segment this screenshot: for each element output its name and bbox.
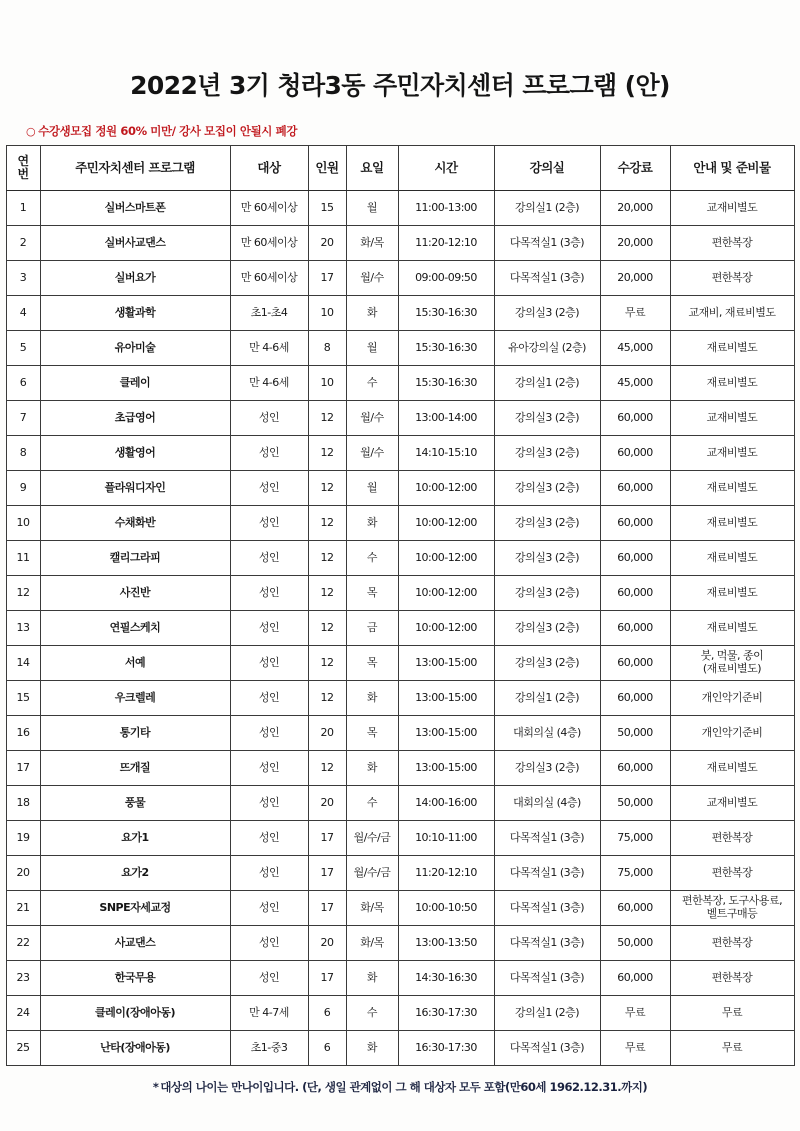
cell-note: 재료비별도	[670, 365, 794, 400]
cell-fee: 60,000	[600, 435, 670, 470]
cell-no: 14	[6, 645, 40, 680]
cell-no: 15	[6, 680, 40, 715]
cell-fee: 60,000	[600, 750, 670, 785]
cell-time: 15:30-16:30	[398, 295, 494, 330]
cell-program: 통기타	[40, 715, 230, 750]
cell-program: SNPE자세교정	[40, 890, 230, 925]
cell-program: 한국무용	[40, 960, 230, 995]
table-row	[6, 435, 794, 470]
cell-room: 강의실3 (2층)	[494, 645, 600, 680]
cell-capacity: 12	[308, 435, 346, 470]
column-header-no-line1: 연	[17, 154, 29, 169]
cell-no: 16	[6, 715, 40, 750]
cell-room: 다목적실1 (3층)	[494, 820, 600, 855]
cell-capacity: 12	[308, 470, 346, 505]
cell-room: 대회의실 (4층)	[494, 715, 600, 750]
cell-program: 요가1	[40, 820, 230, 855]
cell-note: 교재비별도	[670, 785, 794, 820]
cell-day: 화	[346, 750, 398, 785]
column-header-no-line2: 번	[17, 166, 29, 181]
table-row	[6, 645, 794, 680]
cell-time: 14:00-16:00	[398, 785, 494, 820]
cell-program: 생활과학	[40, 295, 230, 330]
cell-day: 월/수	[346, 260, 398, 295]
cell-note: 재료비별도	[670, 540, 794, 575]
cell-target: 만 4-6세	[230, 365, 308, 400]
cell-no: 9	[6, 470, 40, 505]
cell-target: 성인	[230, 785, 308, 820]
cell-day: 월	[346, 470, 398, 505]
cell-day: 화/목	[346, 225, 398, 260]
cell-no: 5	[6, 330, 40, 365]
cell-target: 만 60세이상	[230, 190, 308, 225]
circle-bullet-icon: ○	[26, 124, 36, 138]
cell-capacity: 12	[308, 750, 346, 785]
cell-note: 재료비별도	[670, 330, 794, 365]
cell-program: 우크렐레	[40, 680, 230, 715]
table-row	[6, 365, 794, 400]
cell-day: 목	[346, 575, 398, 610]
cell-fee: 45,000	[600, 330, 670, 365]
cell-note: 편한복장	[670, 855, 794, 890]
cell-no: 8	[6, 435, 40, 470]
cell-capacity: 17	[308, 820, 346, 855]
table-row	[6, 890, 794, 925]
cell-day: 목	[346, 715, 398, 750]
cell-note: 재료비별도	[670, 575, 794, 610]
cell-no: 4	[6, 295, 40, 330]
cell-no: 11	[6, 540, 40, 575]
cell-fee: 45,000	[600, 365, 670, 400]
cell-fee: 60,000	[600, 540, 670, 575]
cell-time: 10:00-12:00	[398, 575, 494, 610]
cell-program: 캘리그라피	[40, 540, 230, 575]
cell-target: 성인	[230, 820, 308, 855]
cell-target: 성인	[230, 925, 308, 960]
cell-note: 교재비, 재료비별도	[670, 295, 794, 330]
column-header-room: 강의실	[494, 145, 600, 190]
cell-note: 무료	[670, 1030, 794, 1065]
cell-room: 다목적실1 (3층)	[494, 855, 600, 890]
cell-no: 19	[6, 820, 40, 855]
cell-room: 강의실3 (2층)	[494, 505, 600, 540]
table-row	[6, 1030, 794, 1065]
cell-day: 월	[346, 330, 398, 365]
cell-time: 10:00-10:50	[398, 890, 494, 925]
cell-capacity: 12	[308, 610, 346, 645]
table-row	[6, 820, 794, 855]
table-row	[6, 190, 794, 225]
cell-fee: 무료	[600, 1030, 670, 1065]
cell-capacity: 17	[308, 890, 346, 925]
cell-note: 교재비별도	[670, 190, 794, 225]
cell-day: 수	[346, 540, 398, 575]
table-row	[6, 680, 794, 715]
cell-no: 1	[6, 190, 40, 225]
cell-capacity: 17	[308, 260, 346, 295]
cell-room: 유아강의실 (2층)	[494, 330, 600, 365]
cell-time: 13:00-13:50	[398, 925, 494, 960]
notice-line	[26, 123, 800, 139]
cell-note: 편한복장	[670, 225, 794, 260]
cell-target: 성인	[230, 680, 308, 715]
notice-text: 수강생모집 정원 60% 미만/ 강사 모집이 안될시 폐강	[38, 123, 298, 138]
cell-day: 화	[346, 680, 398, 715]
cell-fee: 20,000	[600, 190, 670, 225]
cell-fee: 50,000	[600, 785, 670, 820]
cell-room: 강의실1 (2층)	[494, 680, 600, 715]
cell-time: 13:00-15:00	[398, 680, 494, 715]
cell-room: 강의실1 (2층)	[494, 995, 600, 1030]
cell-no: 20	[6, 855, 40, 890]
cell-fee: 60,000	[600, 960, 670, 995]
cell-target: 성인	[230, 645, 308, 680]
cell-no: 12	[6, 575, 40, 610]
cell-capacity: 10	[308, 365, 346, 400]
cell-time: 15:30-16:30	[398, 365, 494, 400]
cell-capacity: 12	[308, 540, 346, 575]
cell-target: 만 4-7세	[230, 995, 308, 1030]
column-header-fee: 수강료	[600, 145, 670, 190]
cell-day: 금	[346, 610, 398, 645]
cell-target: 성인	[230, 470, 308, 505]
cell-time: 10:10-11:00	[398, 820, 494, 855]
cell-capacity: 6	[308, 1030, 346, 1065]
cell-program: 유아미술	[40, 330, 230, 365]
cell-target: 초1-중3	[230, 1030, 308, 1065]
cell-day: 목	[346, 645, 398, 680]
cell-program: 사교댄스	[40, 925, 230, 960]
cell-capacity: 20	[308, 925, 346, 960]
cell-room: 강의실3 (2층)	[494, 575, 600, 610]
cell-program: 실버스마트폰	[40, 190, 230, 225]
cell-fee: 50,000	[600, 715, 670, 750]
cell-target: 성인	[230, 575, 308, 610]
cell-fee: 20,000	[600, 260, 670, 295]
table-row	[6, 995, 794, 1030]
table-row	[6, 575, 794, 610]
cell-program: 연필스케치	[40, 610, 230, 645]
cell-capacity: 17	[308, 960, 346, 995]
cell-day: 월/수	[346, 435, 398, 470]
cell-note: 교재비별도	[670, 435, 794, 470]
cell-target: 성인	[230, 960, 308, 995]
cell-capacity: 12	[308, 400, 346, 435]
cell-target: 성인	[230, 715, 308, 750]
cell-target: 만 60세이상	[230, 260, 308, 295]
table-row	[6, 225, 794, 260]
cell-program: 실버사교댄스	[40, 225, 230, 260]
cell-program: 뜨개질	[40, 750, 230, 785]
column-header-no	[6, 145, 40, 190]
cell-fee: 50,000	[600, 925, 670, 960]
cell-day: 화	[346, 295, 398, 330]
cell-time: 10:00-12:00	[398, 610, 494, 645]
cell-target: 성인	[230, 855, 308, 890]
cell-program: 실버요가	[40, 260, 230, 295]
table-row	[6, 715, 794, 750]
cell-room: 다목적실1 (3층)	[494, 960, 600, 995]
cell-fee: 60,000	[600, 505, 670, 540]
cell-room: 다목적실1 (3층)	[494, 890, 600, 925]
cell-capacity: 20	[308, 715, 346, 750]
table-body	[6, 190, 794, 1065]
cell-room: 강의실1 (2층)	[494, 190, 600, 225]
cell-no: 25	[6, 1030, 40, 1065]
cell-no: 24	[6, 995, 40, 1030]
cell-capacity: 20	[308, 225, 346, 260]
cell-day: 화/목	[346, 925, 398, 960]
cell-no: 23	[6, 960, 40, 995]
cell-room: 강의실3 (2층)	[494, 750, 600, 785]
cell-target: 만 4-6세	[230, 330, 308, 365]
cell-note: 재료비별도	[670, 470, 794, 505]
cell-no: 21	[6, 890, 40, 925]
cell-program: 요가2	[40, 855, 230, 890]
cell-time: 10:00-12:00	[398, 505, 494, 540]
cell-target: 성인	[230, 400, 308, 435]
cell-time: 11:20-12:10	[398, 225, 494, 260]
cell-time: 10:00-12:00	[398, 470, 494, 505]
cell-fee: 75,000	[600, 820, 670, 855]
cell-room: 강의실3 (2층)	[494, 435, 600, 470]
cell-program: 서예	[40, 645, 230, 680]
cell-time: 15:30-16:30	[398, 330, 494, 365]
cell-note: 개인악기준비	[670, 680, 794, 715]
cell-room: 강의실3 (2층)	[494, 470, 600, 505]
column-header-target: 대상	[230, 145, 308, 190]
cell-target: 성인	[230, 435, 308, 470]
cell-no: 3	[6, 260, 40, 295]
cell-target: 초1-초4	[230, 295, 308, 330]
cell-room: 강의실3 (2층)	[494, 400, 600, 435]
cell-time: 10:00-12:00	[398, 540, 494, 575]
cell-program: 사진반	[40, 575, 230, 610]
column-header-day: 요일	[346, 145, 398, 190]
cell-note: 편한복장	[670, 820, 794, 855]
cell-day: 화	[346, 960, 398, 995]
cell-note: 편한복장	[670, 925, 794, 960]
cell-day: 화	[346, 1030, 398, 1065]
cell-note: 재료비별도	[670, 750, 794, 785]
cell-fee: 60,000	[600, 470, 670, 505]
table-row	[6, 505, 794, 540]
table-row	[6, 330, 794, 365]
cell-fee: 무료	[600, 295, 670, 330]
cell-time: 09:00-09:50	[398, 260, 494, 295]
cell-program: 클레이	[40, 365, 230, 400]
cell-note: 재료비별도	[670, 610, 794, 645]
cell-time: 13:00-15:00	[398, 645, 494, 680]
cell-room: 강의실1 (2층)	[494, 365, 600, 400]
cell-time: 14:10-15:10	[398, 435, 494, 470]
cell-time: 13:00-15:00	[398, 750, 494, 785]
column-header-note: 안내 및 준비물	[670, 145, 794, 190]
cell-room: 강의실3 (2층)	[494, 540, 600, 575]
cell-no: 22	[6, 925, 40, 960]
cell-no: 10	[6, 505, 40, 540]
table-row	[6, 610, 794, 645]
table-row	[6, 855, 794, 890]
cell-note: 편한복장, 도구사용료, 벨트구매등	[670, 890, 794, 925]
table-row	[6, 470, 794, 505]
cell-program: 초급영어	[40, 400, 230, 435]
cell-day: 수	[346, 785, 398, 820]
table-row	[6, 960, 794, 995]
cell-capacity: 10	[308, 295, 346, 330]
footnote-text: 대상의 나이는 만나이입니다. (단, 생일 관계없이 그 해 대상자 모두 포함(만60세 1962.12.31.까지)	[160, 1079, 648, 1094]
cell-fee: 60,000	[600, 400, 670, 435]
cell-note: 붓, 먹물, 종이(재료비별도)	[670, 645, 794, 680]
table-row	[6, 785, 794, 820]
cell-no: 13	[6, 610, 40, 645]
cell-day: 월	[346, 190, 398, 225]
cell-capacity: 12	[308, 645, 346, 680]
cell-time: 13:00-14:00	[398, 400, 494, 435]
cell-note: 편한복장	[670, 260, 794, 295]
program-schedule-table	[6, 145, 795, 1066]
cell-room: 다목적실1 (3층)	[494, 225, 600, 260]
cell-capacity: 12	[308, 680, 346, 715]
cell-note: 개인악기준비	[670, 715, 794, 750]
cell-capacity: 20	[308, 785, 346, 820]
cell-room: 다목적실1 (3층)	[494, 925, 600, 960]
cell-day: 월/수/금	[346, 855, 398, 890]
cell-program: 클레이(장애아동)	[40, 995, 230, 1030]
cell-time: 14:30-16:30	[398, 960, 494, 995]
cell-fee: 무료	[600, 995, 670, 1030]
cell-time: 11:00-13:00	[398, 190, 494, 225]
cell-program: 풍물	[40, 785, 230, 820]
cell-fee: 60,000	[600, 610, 670, 645]
cell-time: 16:30-17:30	[398, 995, 494, 1030]
cell-no: 18	[6, 785, 40, 820]
cell-day: 화	[346, 505, 398, 540]
cell-day: 월/수	[346, 400, 398, 435]
cell-capacity: 17	[308, 855, 346, 890]
table-row	[6, 540, 794, 575]
asterisk-icon: *	[152, 1079, 159, 1094]
cell-capacity: 12	[308, 575, 346, 610]
cell-fee: 60,000	[600, 575, 670, 610]
cell-capacity: 12	[308, 505, 346, 540]
table-row	[6, 750, 794, 785]
cell-target: 성인	[230, 890, 308, 925]
cell-target: 만 60세이상	[230, 225, 308, 260]
cell-fee: 75,000	[600, 855, 670, 890]
cell-room: 강의실3 (2층)	[494, 610, 600, 645]
cell-no: 2	[6, 225, 40, 260]
cell-day: 화/목	[346, 890, 398, 925]
cell-program: 난타(장애아동)	[40, 1030, 230, 1065]
cell-note: 교재비별도	[670, 400, 794, 435]
cell-room: 강의실3 (2층)	[494, 295, 600, 330]
cell-target: 성인	[230, 540, 308, 575]
column-header-time: 시간	[398, 145, 494, 190]
cell-fee: 60,000	[600, 645, 670, 680]
cell-no: 7	[6, 400, 40, 435]
cell-fee: 60,000	[600, 890, 670, 925]
cell-capacity: 8	[308, 330, 346, 365]
cell-note: 편한복장	[670, 960, 794, 995]
cell-day: 월/수/금	[346, 820, 398, 855]
cell-time: 16:30-17:30	[398, 1030, 494, 1065]
cell-program: 플라워디자인	[40, 470, 230, 505]
cell-day: 수	[346, 995, 398, 1030]
cell-room: 대회의실 (4층)	[494, 785, 600, 820]
cell-no: 6	[6, 365, 40, 400]
cell-time: 13:00-15:00	[398, 715, 494, 750]
table-header-row	[6, 145, 794, 190]
column-header-program: 주민자치센터 프로그램	[40, 145, 230, 190]
table-row	[6, 400, 794, 435]
table-row	[6, 295, 794, 330]
cell-target: 성인	[230, 505, 308, 540]
cell-room: 다목적실1 (3층)	[494, 260, 600, 295]
cell-target: 성인	[230, 750, 308, 785]
cell-fee: 20,000	[600, 225, 670, 260]
cell-note: 무료	[670, 995, 794, 1030]
cell-program: 생활영어	[40, 435, 230, 470]
footnote	[0, 1079, 800, 1095]
cell-no: 17	[6, 750, 40, 785]
cell-note: 재료비별도	[670, 505, 794, 540]
cell-capacity: 6	[308, 995, 346, 1030]
cell-capacity: 15	[308, 190, 346, 225]
cell-target: 성인	[230, 610, 308, 645]
table-row	[6, 925, 794, 960]
column-header-capacity: 인원	[308, 145, 346, 190]
cell-day: 수	[346, 365, 398, 400]
cell-time: 11:20-12:10	[398, 855, 494, 890]
cell-program: 수채화반	[40, 505, 230, 540]
cell-room: 다목적실1 (3층)	[494, 1030, 600, 1065]
table-row	[6, 260, 794, 295]
page-title: 2022년 3기 청라3동 주민자치센터 프로그램 (안)	[130, 71, 670, 100]
cell-fee: 60,000	[600, 680, 670, 715]
